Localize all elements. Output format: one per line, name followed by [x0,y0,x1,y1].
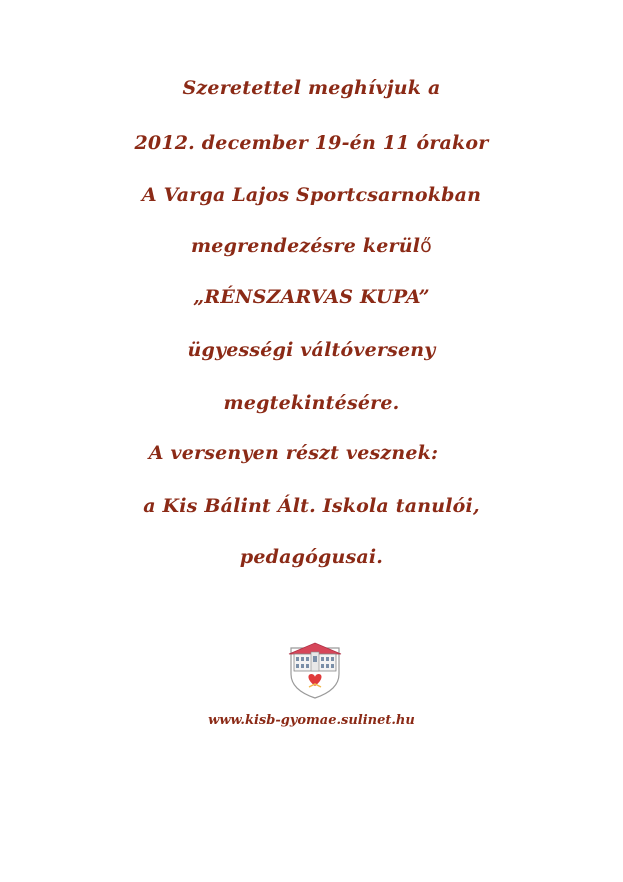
participants-heading: A versenyen részt vesznek: [148,442,439,464]
invitation-line-3: A Varga Lajos Sportcsarnokban [141,184,482,206]
event-title: „RÉNSZARVAS KUPA” [193,286,430,308]
invitation-line-6: ügyességi váltóverseny [187,339,436,361]
invitation-line-4-main: megrendezésre kerül [191,235,421,257]
website-link[interactable]: www.kisb-gyomae.sulinet.hu [208,713,415,728]
invitation-line-7: megtekintésére. [223,392,400,414]
participants-line-1: a Kis Bálint Ált. Iskola tanulói, [143,495,480,517]
school-crest-icon [285,640,345,700]
invitation-line-2: 2012. december 19-én 11 órakor [134,132,489,154]
invitation-line-4 [0,234,623,258]
participants-line-2: pedagógusai. [239,546,384,568]
invitation-line-1: Szeretettel meghívjuk a [182,77,441,99]
invitation-line-4-tail: ő [420,235,432,257]
